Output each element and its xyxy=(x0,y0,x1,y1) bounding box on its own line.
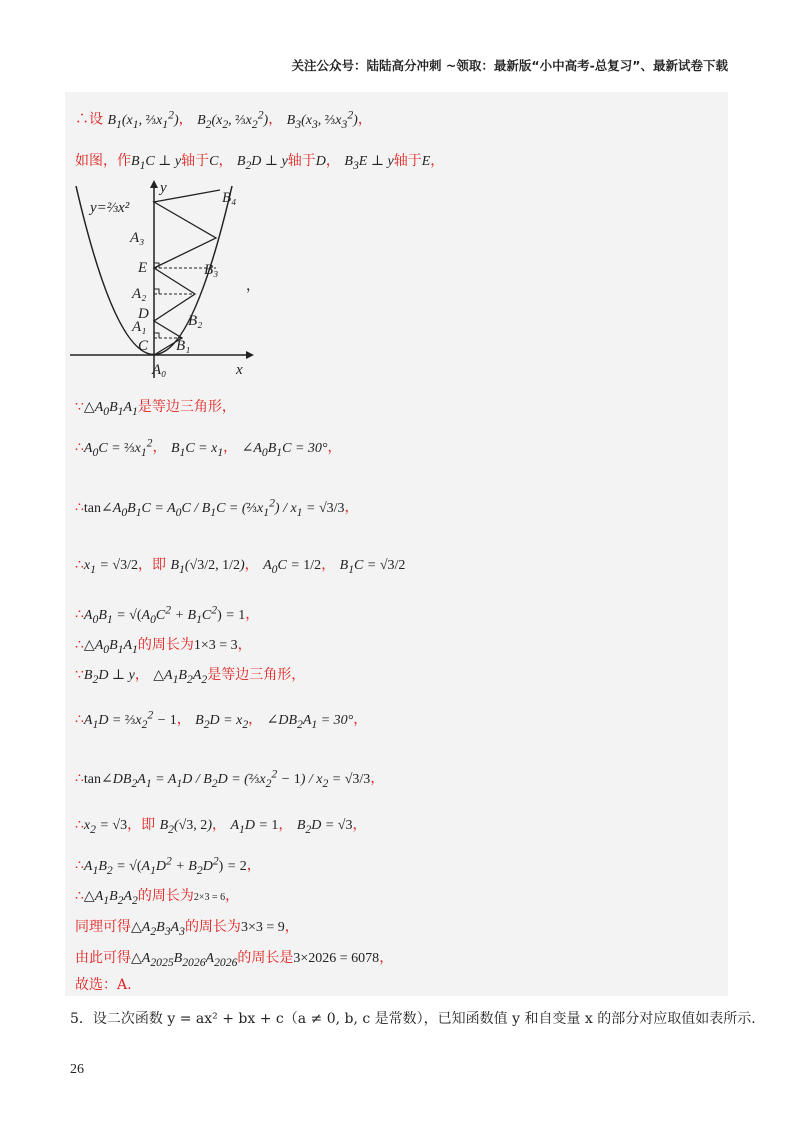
solution-line-8: $\therefore\triangle A_0B_1A_1$的周长为1×3 = 3， xyxy=(75,637,252,656)
question-5: 5．设二次函数 y = ax² + bx + c（a ≠ 0, b, c 是常数），已知函数值 y 和自变量 x 的部分对应取值如表所示. xyxy=(70,1011,756,1027)
figure-trailing-comma: ， xyxy=(246,278,260,294)
x-axis-label: x xyxy=(236,362,243,378)
point-C: C xyxy=(138,338,149,354)
point-D: D xyxy=(138,306,149,322)
point-A3: A₃ xyxy=(130,230,145,246)
point-B4: B₄ xyxy=(222,190,237,206)
solution-line-3: $\because\triangle A_0B_1A_1$是等边三角形， xyxy=(75,399,236,418)
solution-line-13: $\therefore A_1B_2 = √(A_1D^2 + B_2D^2) = 2$， xyxy=(75,854,261,877)
solution-line-9: $\because B_2D$ ⊥ y， $\triangle A_1B_2A_2$是等边三角形， xyxy=(75,667,306,686)
parabola-figure xyxy=(70,178,256,380)
solution-prefix: ∴设 xyxy=(75,111,103,128)
page-header: 关注公众号：陆陆高分冲刺 ~领取：最新版“小中高考-总复习”、最新试卷下载 xyxy=(291,58,728,73)
solution-line-7: $\therefore A_0B_1 = √(A_0C^2 + B_1C^2) = 1$， xyxy=(75,603,260,626)
solution-line-5: $\therefore\tan\angle A_0B_1C = A_0C / B_1C$ = $(\frac{2}{3}x_1^2) / x_1 = √3/3$， xyxy=(75,496,359,519)
solution-line-15: 同理可得$\triangle A_2B_3A_3$的周长为3×3 = 9， xyxy=(75,919,299,938)
point-B1: B₁ xyxy=(176,338,191,354)
solution-line-1: ∴设 $B_1(x_1$, $\frac{2}{3}x_1^2$)， $B_2(x_2$, $\frac{2}{3}x_2^2$)， $B_3(x_3$, $\frac{2}{3}x_3^2$)， xyxy=(75,108,372,131)
solution-line-10: $\therefore A_1D$ = $\frac{2}{3}x_2^2 - 1$， $B_2D = x_2$， $\angle DB_2A_1 = 30^\circ$， xyxy=(75,708,368,731)
solution-line-14: $\therefore\triangle A_1B_2A_2$的周长为2×3 = 6， xyxy=(75,888,240,907)
point-A1: A₁ xyxy=(132,319,147,335)
solution-line-4: $\therefore A_0C$ = $\frac{2}{3}x_1^2$， $B_1C = x_1$， $\angle A_0B_1C = 30^\circ$， xyxy=(75,436,342,459)
answer-line: 故选：A. xyxy=(75,977,132,993)
point-E: E xyxy=(138,260,148,276)
solution-line-2: 如图，作$B_1C$ ⊥ y轴于C， $B_2D$ ⊥ y轴于D， $B_3E$ ⊥ y轴于E， xyxy=(75,153,445,172)
solution-line-6: $\therefore x_1 = √3/2$，即 $B_1(√3/2$, 1/2)， $A_0C = 1/2$， $B_1C = √3/2$ xyxy=(75,557,406,576)
point-A2: A₂ xyxy=(132,286,147,302)
solution-line-11: $\therefore\tan\angle DB_2A_1 = A_1D / B_2D$ = $(\frac{2}{3}x_2^2 - 1) / x_2 = √3/3$， xyxy=(75,767,385,790)
point-A0: A₀ xyxy=(152,362,167,378)
point-B2: B₂ xyxy=(188,313,203,329)
page-number: 26 xyxy=(70,1062,84,1077)
solution-line-12: $\therefore x_2 = √3$，即 $B_2(√3$, 2)， $A_1D = 1$， $B_2D = √3$， xyxy=(75,817,367,836)
equation-label: y=⅔x² xyxy=(90,200,130,216)
y-axis-label: y xyxy=(160,180,167,196)
solution-line-16: 由此可得$\triangle A_{2025}B_{2026}A_{2026}$的周长是3×2026 = 6078， xyxy=(75,950,394,969)
point-B3: B₃ xyxy=(204,262,219,278)
